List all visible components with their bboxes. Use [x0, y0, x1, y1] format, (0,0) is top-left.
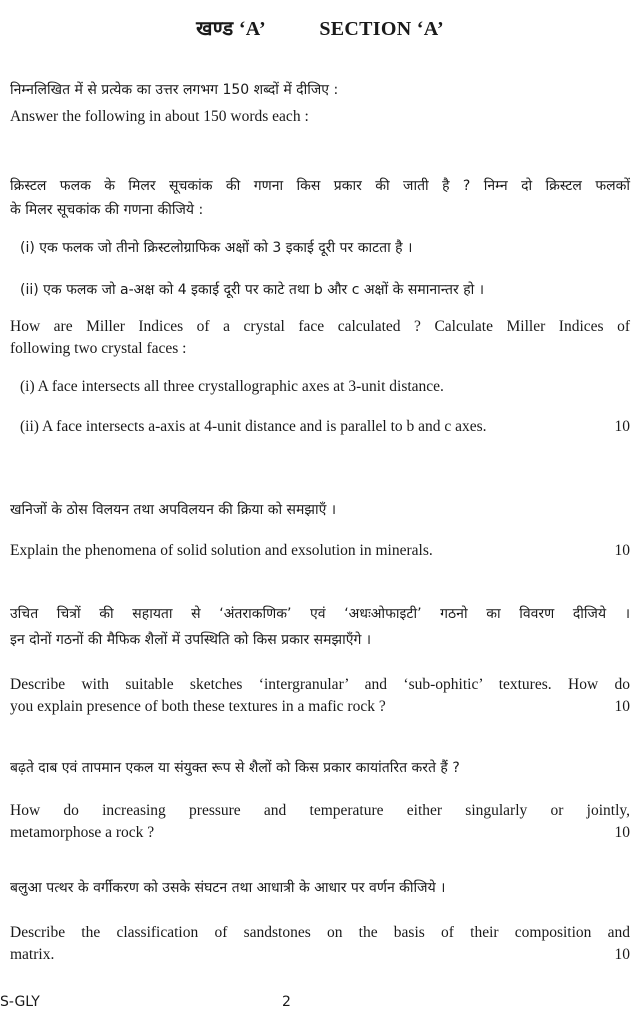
- section-heading: [0, 14, 640, 41]
- q2-marks: 10: [614, 542, 630, 559]
- q3-hindi-line-2: इन दोनों गठनों की मैफिक शैलों में उपस्थिति को किस प्रकार समझाएँगे ।: [10, 632, 372, 648]
- q4-english-line-2: metamorphose a rock ?: [10, 824, 155, 841]
- q1-english-line-2: following two crystal faces :: [10, 340, 187, 357]
- q1-hindi-line-1: क्रिस्टल फलक के मिलर सूचकांक की गणना किस प्रकार की जाती है ? निम्न दो क्रिस्टल फलकों: [10, 178, 630, 194]
- q3-marks: 10: [614, 698, 630, 715]
- instructions-english: Answer the following in about 150 words each :: [10, 108, 309, 125]
- paper-code: S-GLY: [0, 994, 40, 1010]
- question-1: [10, 174, 630, 438]
- q5-english-row-2: [10, 944, 630, 966]
- instructions: [10, 78, 630, 128]
- q1-hindi-part-ii: (ii) एक फलक जो a-अक्ष को 4 इकाई दूरी पर काटे तथा b और c अक्षों के समानान्तर हो ।: [20, 282, 485, 298]
- question-4: [10, 756, 630, 844]
- q3-english-line-1: Describe with suitable sketches ‘intergranular’ and ‘sub-ophitic’ textures. How do: [10, 676, 630, 693]
- section-heading-hindi: खण्ड ‘A’: [196, 18, 267, 40]
- q5-english-line-2: matrix.: [10, 946, 55, 963]
- q1-english-part-ii-row: [10, 416, 630, 438]
- q1-english-line-1: How are Miller Indices of a crystal face calculated ? Calculate Miller Indices of: [10, 318, 630, 335]
- question-3: [10, 602, 630, 718]
- question-2: [10, 498, 630, 562]
- q5-marks: 10: [614, 946, 630, 963]
- q4-marks: 10: [614, 824, 630, 841]
- q2-english: Explain the phenomena of solid solution and exsolution in minerals.: [10, 542, 433, 559]
- question-5: [10, 876, 630, 966]
- instructions-hindi: निम्नलिखित में से प्रत्येक का उत्तर लगभग 150 शब्दों में दीजिए :: [10, 82, 339, 98]
- q1-hindi-part-i: (i) एक फलक जो तीनो क्रिस्टलोग्राफिक अक्षों को 3 इकाई दूरी पर काटता है ।: [20, 240, 413, 256]
- q5-hindi: बलुआ पत्थर के वर्गीकरण को उसके संघटन तथा आधात्री के आधार पर वर्णन कीजिये ।: [10, 880, 446, 896]
- q2-hindi: खनिजों के ठोस विलयन तथा अपविलयन की क्रिया को समझाएँ ।: [10, 502, 337, 518]
- q1-english-part-i: (i) A face intersects all three crystallographic axes at 3-unit distance.: [20, 378, 444, 395]
- q4-english-row-2: [10, 822, 630, 844]
- q4-english-line-1: How do increasing pressure and temperature either singularly or jointly,: [10, 802, 630, 819]
- section-heading-english: SECTION ‘A’: [319, 18, 444, 40]
- q1-hindi-line-2: के मिलर सूचकांक की गणना कीजिये :: [10, 202, 204, 218]
- q3-english-row-2: [10, 696, 630, 718]
- q5-english-line-1: Describe the classification of sandstones on the basis of their composition and: [10, 924, 630, 941]
- q3-hindi-line-1: उचित चित्रों की सहायता से ‘अंतराकणिक’ एवं ‘अधःओफाइटी’ गठनो का विवरण दीजिये ।: [10, 606, 630, 622]
- page-number: 2: [282, 994, 291, 1010]
- q1-marks: 10: [614, 418, 630, 435]
- q1-english-part-ii: (ii) A face intersects a-axis at 4-unit distance and is parallel to b and c axes.: [20, 418, 487, 435]
- q4-hindi: बढ़ते दाब एवं तापमान एकल या संयुक्त रूप से शैलों को किस प्रकार कायांतरित करते हैं ?: [10, 760, 460, 776]
- page-footer: [0, 994, 640, 1018]
- q2-english-row: [10, 540, 630, 562]
- q3-english-line-2: you explain presence of both these textures in a mafic rock ?: [10, 698, 386, 715]
